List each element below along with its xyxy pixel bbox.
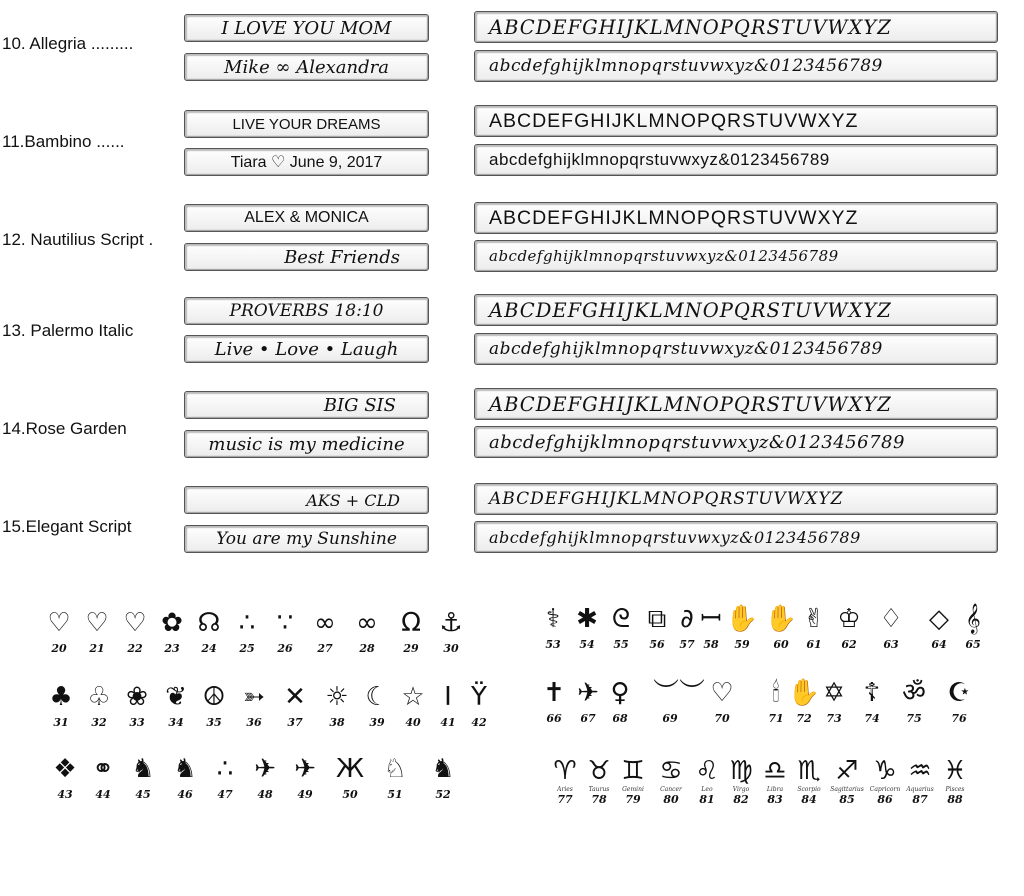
diamond-icon: ◇ (929, 604, 949, 634)
font-label-allegria: 10. Allegria ......... (2, 34, 134, 53)
symbol-item (86, 754, 120, 801)
symbol-item (653, 678, 706, 725)
sample-bar: BIG SIS (184, 391, 429, 419)
symbol-item (616, 756, 650, 806)
symbol-number: 30 (443, 642, 459, 655)
bird-icon: ✈ (294, 754, 316, 784)
symbol-item (360, 682, 394, 729)
font-label-elegant-script: 15.Elegant Script (2, 517, 132, 536)
uppercase-bar: ABCDEFGHIJKLMNOPQRSTUVWXYZ (474, 483, 998, 515)
dog-icon: ♞ (131, 754, 155, 784)
symbol-number: 37 (287, 716, 303, 729)
symbol-number: 58 (703, 638, 719, 651)
symbol-caption: Virgo (732, 786, 750, 793)
star-of-david-icon: ✡ (823, 678, 845, 708)
symbol-item (830, 756, 864, 806)
rock-hand-icon: ✋ (725, 604, 759, 634)
symbol-item (604, 604, 638, 651)
symbol-number: 29 (403, 642, 419, 655)
symbol-caption: Cancer (660, 786, 682, 793)
symbol-item (82, 682, 116, 729)
symbol-number: 56 (649, 638, 665, 651)
symbol-caption: Libra (766, 786, 784, 793)
clover-icon: ♧ (87, 682, 111, 712)
symbol-item (537, 678, 571, 725)
om-icon: ॐ (902, 678, 926, 708)
font-label-palermo: 13. Palermo Italic (2, 321, 134, 340)
symbol-number: 54 (579, 638, 595, 651)
symbol-item (938, 756, 972, 806)
symbol-item (288, 754, 322, 801)
symbol-number: 73 (826, 712, 842, 725)
symbol-item (192, 608, 226, 655)
symbol-number: 20 (51, 642, 67, 655)
angel-wings-icon: ︶︶ (653, 678, 706, 708)
symbol-item (197, 682, 231, 729)
sample-bar: You are my Sunshine (184, 525, 429, 553)
symbol-caption: Aquarius (906, 786, 934, 793)
symbol-item (308, 608, 342, 655)
symbol-item (230, 608, 264, 655)
symbol-number: 79 (625, 793, 641, 806)
sample-bar: AKS + CLD (184, 486, 429, 514)
flower-icon: ✿ (161, 608, 183, 638)
symbol-item (378, 754, 412, 801)
bone-icon: ⚭ (92, 754, 114, 784)
uppercase-bar: ABCDEFGHIJKLMNOPQRSTUVWXYZ (474, 202, 998, 234)
arrow-icon: ➳ (243, 682, 265, 712)
symbol-item (268, 608, 302, 655)
taurus-icon: ♉ (587, 756, 611, 786)
symbol-item (787, 678, 821, 725)
symbol-item (725, 604, 759, 651)
symbol-item (278, 682, 312, 729)
gemini-icon: ♊ (621, 756, 645, 786)
symbol-number: 71 (768, 712, 784, 725)
symbol-item (431, 682, 465, 729)
symbol-item (42, 608, 76, 655)
symbol-number: 83 (767, 793, 783, 806)
symbol-number: 33 (129, 716, 145, 729)
star-icon: ☆ (401, 682, 425, 712)
symbol-number: 87 (912, 793, 928, 806)
symbol-item (868, 756, 902, 806)
heart-icon: ♡ (47, 608, 71, 638)
holy-dove-icon: ✈ (577, 678, 599, 708)
symbol-number: 38 (329, 716, 345, 729)
symbol-item (903, 756, 937, 806)
symbol-number: 76 (951, 712, 967, 725)
treble-clef-icon: 𝄞 (965, 604, 981, 634)
crossed-arrows-icon: ✕ (284, 682, 306, 712)
sample-bar: Best Friends (184, 243, 429, 271)
symbol-item (570, 604, 604, 651)
symbol-caption: Leo (701, 786, 713, 793)
daisy-icon: ❀ (126, 682, 148, 712)
symbol-number: 68 (612, 712, 628, 725)
star-of-life-icon: ✱ (576, 604, 598, 634)
symbol-item (758, 756, 792, 806)
lowercase-bar: abcdefghijklmnopqrstuvwxyz&0123456789 (474, 50, 998, 82)
symbol-item (548, 756, 582, 806)
symbol-item (792, 756, 826, 806)
uppercase-bar: ABCDEFGHIJKLMNOPQRSTUVWXYZ (474, 11, 998, 43)
ribbon-icon: ᘓ (611, 604, 631, 634)
symbol-number: 62 (841, 638, 857, 651)
elephant-icon: ♞ (431, 754, 455, 784)
symbol-caption: Pisces (945, 786, 965, 793)
symbol-number: 69 (662, 712, 678, 725)
lowercase-bar: abcdefghijklmnopqrstuvwxyz&0123456789 (474, 333, 998, 365)
symbol-number: 81 (699, 793, 715, 806)
symbol-number: 22 (127, 642, 143, 655)
heart-arrow-icon: ♡ (123, 608, 147, 638)
symbol-number: 84 (801, 793, 817, 806)
symbol-item (48, 754, 82, 801)
symbol-number: 45 (135, 788, 151, 801)
symbol-item (208, 754, 242, 801)
symbol-item (582, 756, 616, 806)
symbol-number: 27 (317, 642, 333, 655)
sample-bar: Live • Love • Laugh (184, 335, 429, 363)
symbol-number: 65 (965, 638, 981, 651)
tooth-icon: ꟷ (700, 604, 722, 634)
lowercase-bar: abcdefghijklmnopqrstuvwxyz&0123456789 (474, 521, 998, 553)
crown-icon: ♔ (837, 604, 861, 634)
symbol-number: 41 (440, 716, 456, 729)
symbol-number: 40 (405, 716, 421, 729)
symbol-caption: Aries (557, 786, 573, 793)
symbol-item (237, 682, 271, 729)
symbol-number: 31 (53, 716, 69, 729)
sample-bar: LIVE YOUR DREAMS (184, 110, 429, 138)
lowercase-bar: abcdefghijklmnopqrstuvwxyz&0123456789 (474, 426, 998, 458)
symbol-number: 28 (359, 642, 375, 655)
symbol-item (956, 604, 990, 651)
symbol-number: 23 (164, 642, 180, 655)
symbol-item (764, 604, 798, 651)
scorpio-icon: ♏ (797, 756, 821, 786)
symbol-item (690, 756, 724, 806)
cancer-icon: ♋ (659, 756, 683, 786)
puzzle-icon: ⧉ (647, 604, 667, 634)
symbol-item (462, 682, 496, 729)
infinity-heart-icon: ∞ (356, 608, 378, 638)
leo-icon: ♌ (695, 756, 719, 786)
symbol-number: 53 (545, 638, 561, 651)
symbol-item (724, 756, 758, 806)
symbol-number: 67 (580, 712, 596, 725)
symbol-number: 42 (471, 716, 487, 729)
symbol-number: 72 (796, 712, 812, 725)
virgo-icon: ♍ (729, 756, 753, 786)
symbol-caption: Gemini (622, 786, 644, 793)
sample-bar: Tiara ♡ June 9, 2017 (184, 148, 429, 176)
symbol-item (694, 604, 728, 651)
symbol-number: 59 (734, 638, 750, 651)
caduceus-icon: ⚕ (545, 604, 561, 634)
graduation-cap-icon: ♢ (879, 604, 903, 634)
symbol-item (333, 754, 367, 801)
font-label-rose-garden: 14.Rose Garden (2, 419, 127, 438)
sagittarius-icon: ♐ (835, 756, 859, 786)
symbol-number: 32 (91, 716, 107, 729)
symbol-item (426, 754, 460, 801)
symbol-item (120, 682, 154, 729)
symbol-item (118, 608, 152, 655)
symbol-item (159, 682, 193, 729)
font-label-nautilius: 12. Nautilius Script . (2, 230, 154, 249)
symbol-item (44, 682, 78, 729)
symbol-number: 55 (613, 638, 629, 651)
horseshoe-icon: Ω (401, 608, 421, 638)
symbol-caption: Sagittarius (830, 786, 864, 793)
symbol-item (855, 678, 889, 725)
symbol-caption: Scorpio (797, 786, 821, 793)
treble-curve-icon: ∂ (680, 604, 694, 634)
symbol-item (942, 678, 976, 725)
sample-bar: PROVERBS 18:10 (184, 297, 429, 325)
symbol-item (874, 604, 908, 651)
symbol-number: 78 (591, 793, 607, 806)
uppercase-bar: ABCDEFGHIJKLMNOPQRSTUVWXYZ (474, 294, 998, 326)
symbol-caption: Capricorn (869, 786, 901, 793)
symbol-number: 46 (177, 788, 193, 801)
dove-icon: ✈ (254, 754, 276, 784)
symbol-number: 36 (246, 716, 262, 729)
symbol-item (654, 756, 688, 806)
font-label-bambino: 11.Bambino ...... (2, 132, 125, 151)
symbol-item (705, 678, 739, 725)
winged-heart-icon: ♡ (710, 678, 734, 708)
symbol-item (396, 682, 430, 729)
candle-icon: 🕯 (772, 678, 780, 708)
symbol-number: 66 (546, 712, 562, 725)
uppercase-bar: ABCDEFGHIJKLMNOPQRSTUVWXYZ (474, 388, 998, 420)
baby-feet-icon: ∴ (238, 608, 256, 638)
symbol-number: 44 (95, 788, 111, 801)
symbol-item (603, 678, 637, 725)
symbol-item (155, 608, 189, 655)
praying-icon: ♀ (610, 678, 630, 708)
symbol-number: 64 (931, 638, 947, 651)
symbol-number: 75 (906, 712, 922, 725)
symbol-number: 34 (168, 716, 184, 729)
symbol-number: 61 (806, 638, 822, 651)
sketch-heart-icon: ♡ (85, 608, 109, 638)
aries-icon: ♈ (553, 756, 577, 786)
symbol-item (640, 604, 674, 651)
symbol-number: 86 (877, 793, 893, 806)
symbol-number: 26 (277, 642, 293, 655)
infinity-icon: ∞ (314, 608, 336, 638)
horse-icon: ♘ (383, 754, 407, 784)
symbol-number: 51 (387, 788, 403, 801)
symbol-number: 43 (57, 788, 73, 801)
symbol-number: 47 (217, 788, 233, 801)
orthodox-cross-icon: ☦ (863, 678, 881, 708)
pisces-icon: ♓ (943, 756, 967, 786)
symbol-number: 21 (89, 642, 105, 655)
symbol-item (248, 754, 282, 801)
cat-icon: ♞ (173, 754, 197, 784)
symbol-item (394, 608, 428, 655)
crescent-star-icon: ☪ (947, 678, 971, 708)
lotus-icon: ❦ (165, 682, 187, 712)
paw-icon: ❖ (53, 754, 77, 784)
butterfly-icon: Ж (335, 754, 364, 784)
uppercase-bar: ABCDEFGHIJKLMNOPQRSTUVWXYZ (474, 105, 998, 137)
hamsa-icon: ✋ (787, 678, 821, 708)
symbol-item (434, 608, 468, 655)
feet-icon: ∵ (276, 608, 294, 638)
symbol-number: 77 (557, 793, 573, 806)
symbol-number: 60 (773, 638, 789, 651)
wine-glass-icon: Ϋ (471, 682, 487, 712)
symbol-item (817, 678, 851, 725)
symbol-item (80, 608, 114, 655)
tree-icon: ♣ (49, 682, 73, 712)
symbol-item (168, 754, 202, 801)
footprint-heart-icon: ☊ (197, 608, 221, 638)
symbol-item (571, 678, 605, 725)
symbol-number: 70 (714, 712, 730, 725)
aquarius-icon: ♒ (908, 756, 932, 786)
symbol-item (320, 682, 354, 729)
sample-bar: music is my medicine (184, 430, 429, 458)
symbol-number: 57 (679, 638, 695, 651)
symbol-number: 49 (297, 788, 313, 801)
symbol-number: 82 (733, 793, 749, 806)
hang-loose-icon: ✋ (764, 604, 798, 634)
symbol-item (897, 678, 931, 725)
libra-icon: ♎ (763, 756, 787, 786)
sample-bar: Mike ∞ Alexandra (184, 53, 429, 81)
paw-prints-icon: ∴ (216, 754, 234, 784)
symbol-item (922, 604, 956, 651)
symbol-item (797, 604, 831, 651)
lowercase-bar: abcdefghijklmnopqrstuvwxyz&0123456789 (474, 144, 998, 176)
symbol-number: 88 (947, 793, 963, 806)
cross-icon: ✝ (543, 678, 565, 708)
symbol-number: 35 (206, 716, 222, 729)
champagne-icon: Ι (444, 682, 452, 712)
symbol-number: 24 (201, 642, 217, 655)
moon-icon: ☾ (365, 682, 389, 712)
sample-bar: ALEX & MONICA (184, 204, 429, 232)
symbol-number: 63 (883, 638, 899, 651)
symbol-number: 80 (663, 793, 679, 806)
peace-icon: ☮ (202, 682, 226, 712)
symbol-item (832, 604, 866, 651)
anchor-icon: ⚓ (439, 608, 463, 638)
symbol-number: 48 (257, 788, 273, 801)
victory-hand-icon: ✌ (803, 604, 825, 634)
symbol-number: 74 (864, 712, 880, 725)
capricorn-icon: ♑ (873, 756, 897, 786)
sun-icon: ☼ (325, 682, 349, 712)
symbol-item (126, 754, 160, 801)
symbol-number: 25 (239, 642, 255, 655)
sample-bar: I LOVE YOU MOM (184, 14, 429, 42)
symbol-number: 85 (839, 793, 855, 806)
symbol-number: 39 (369, 716, 385, 729)
symbol-number: 50 (342, 788, 358, 801)
symbol-item (350, 608, 384, 655)
symbol-item (536, 604, 570, 651)
symbol-caption: Taurus (588, 786, 610, 793)
symbol-number: 52 (435, 788, 451, 801)
lowercase-bar: abcdefghijklmnopqrstuvwxyz&0123456789 (474, 240, 998, 272)
